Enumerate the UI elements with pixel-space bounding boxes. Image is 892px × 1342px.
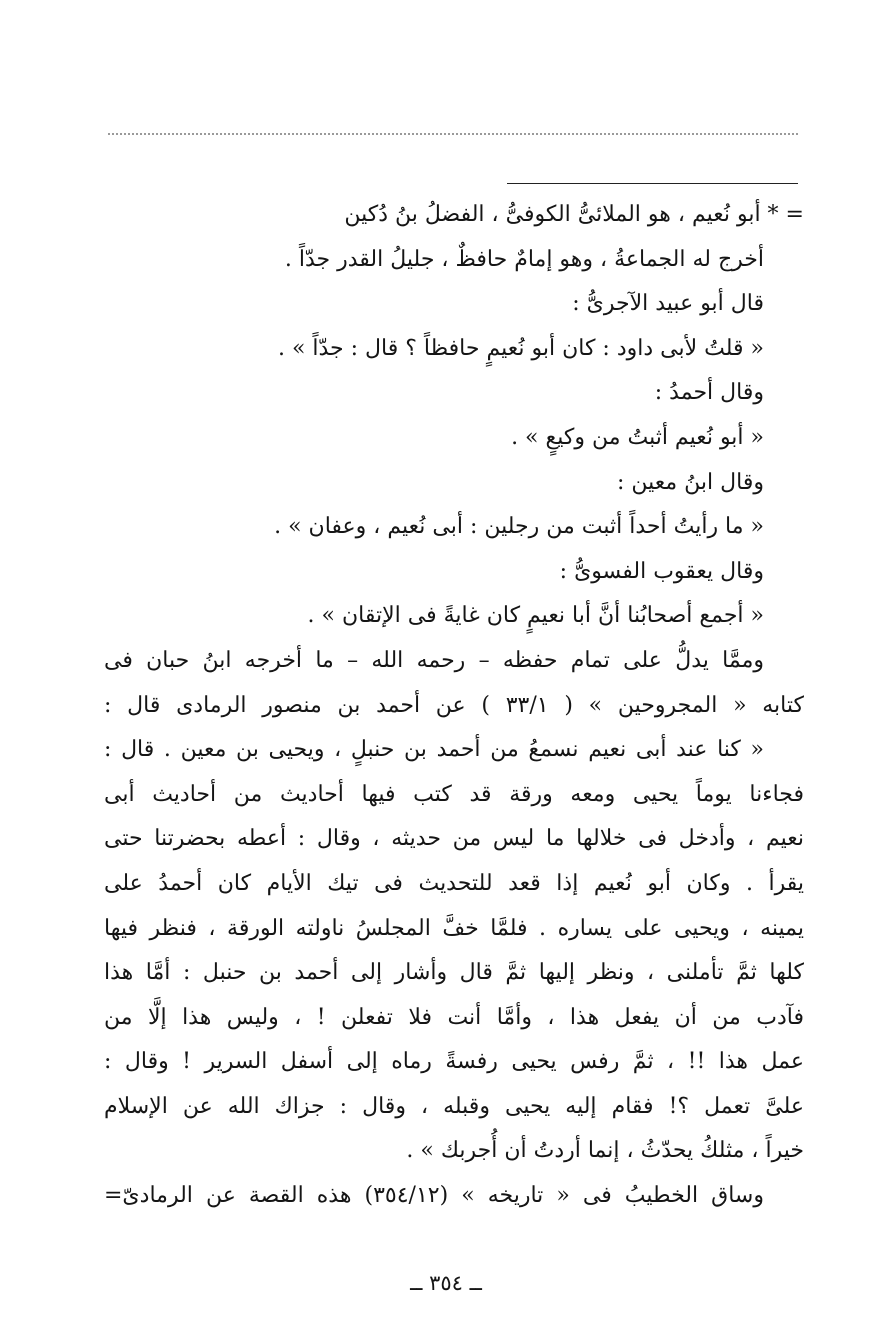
text-line: وقال يعقوب الفسوىُّ : — [559, 558, 764, 584]
text-line: وقال ابنُ معين : — [617, 469, 764, 495]
text-line: أخرج له الجماعةُ ، وهو إمامٌ حافظٌ ، جليلُ القدر جدّاً . — [284, 246, 764, 272]
text-line: فجاءنا يوماً يحيى ومعه ورقة قد كتب فيها أحاديث من أحاديث أبى — [104, 781, 804, 807]
page-number: ــ ٣٥٤ ــ — [410, 1271, 482, 1295]
text-line: كتابه « المجروحين » ( ٣٣/١ ) عن أحمد بن منصور الرمادى قال : — [104, 692, 804, 718]
quote-line: « أبو نُعيم أثبتُ من وكيعٍ » . — [511, 424, 764, 450]
quote-line: « أجمع أصحابُنا أنَّ أبا نعيمٍ كان غايةً فى الإتقان » . — [307, 603, 764, 629]
text-line: علىَّ تعمل ؟! فقام إليه يحيى وقبله ، وقال : جزاك الله عن الإسلام — [104, 1093, 804, 1119]
text-line: يمينه ، ويحيى على يساره . فلمَّا خفَّ المجلسُ ناولته الورقة ، فنظر فيها — [104, 915, 804, 941]
footnote-separator-rule — [507, 183, 798, 184]
header-dotted-rule — [108, 133, 798, 135]
text-line: = * أبو نُعيم ، هو الملائىُّ الكوفىُّ ، الفضلُ بنُ دُكين — [344, 202, 804, 227]
quote-line: « قلتُ لأبى داود : كان أبو نُعيمٍ حافظاً ؟ قال : جدّاً » . — [277, 335, 764, 361]
text-line: خيراً ، مثلكُ يحدّثُ ، إنما أردتُ أن أُجربك » . — [406, 1138, 804, 1164]
text-line: وقال أحمدُ : — [654, 380, 764, 406]
text-line: عمل هذا !! ، ثمَّ رفس يحيى رفسةً رماه إلى أسفل السرير ! وقال : — [104, 1049, 804, 1075]
text-line: وممَّا يدلُّ على تمام حفظه – رحمه الله – ما أخرجه ابنُ حبان فى — [104, 647, 764, 673]
text-line: نعيم ، وأدخل فى خلالها ما ليس من حديثه ، وقال : أعطه بحضرتنا حتى — [104, 826, 804, 852]
quote-line: « ما رأيتُ أحداً أثبت من رجلين : أبى نُعيم ، وعفان » . — [274, 514, 764, 540]
footnote-text-block — [104, 193, 804, 1219]
text-line: « كنا عند أبى نعيم نسمعُ من أحمد بن حنبلٍ ، ويحيى بن معين . قال : — [104, 737, 764, 763]
text-line: يقرأ . وكان أبو نُعيم إذا قعد للتحديث فى تيك الأيام كان أحمدُ على — [104, 870, 804, 896]
text-line: وساق الخطيبُ فى « تاريخه » (٣٥٤/١٢) هذه القصة عن الرمادىّ= — [104, 1183, 764, 1209]
text-line: فآدب من أن يفعل هذا ، وأمَّا أنت فلا تفعلن ! ، وليس هذا إلَّا من — [104, 1004, 804, 1030]
text-line: قال أبو عبيد الآجرىُّ : — [572, 291, 764, 317]
text-line: كلها ثمَّ تأملنى ، ونظر إليها ثمَّ قال وأشار إلى أحمد بن حنبل : أمَّا هذا — [104, 960, 804, 986]
